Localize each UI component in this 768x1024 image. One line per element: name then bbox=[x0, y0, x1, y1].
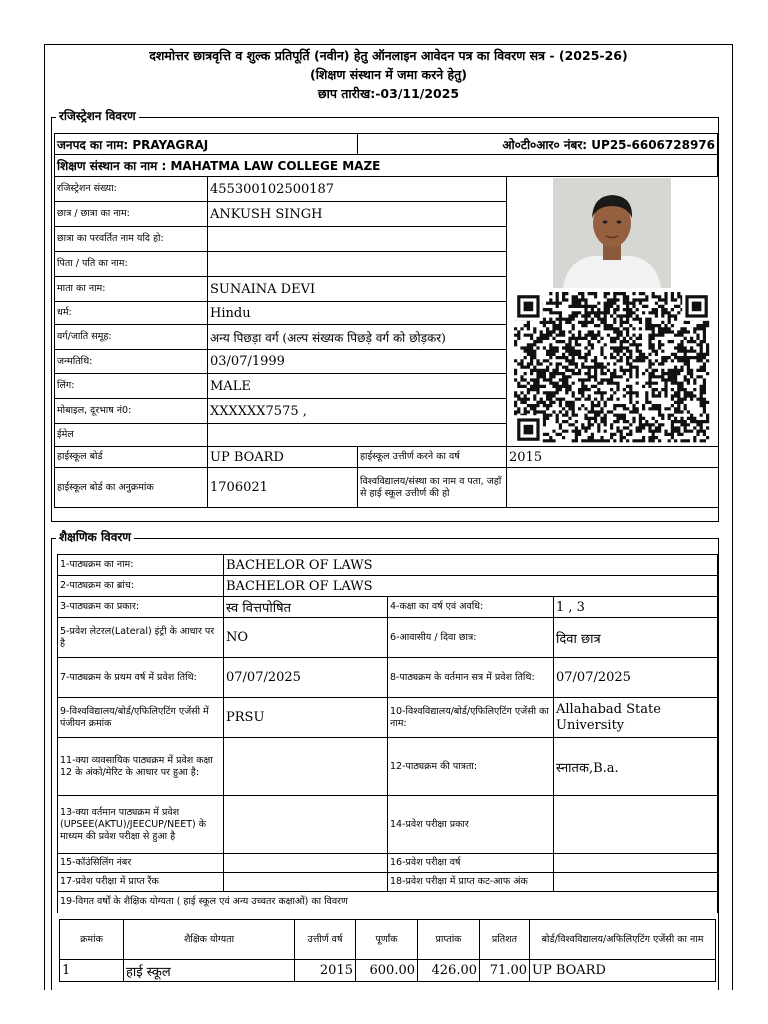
reg-label: ईमेल bbox=[55, 424, 208, 447]
reg-value bbox=[208, 424, 507, 447]
past-cell: 426.00 bbox=[418, 960, 480, 982]
reg-label: माता का नाम: bbox=[55, 277, 208, 302]
reg-value: ANKUSH SINGH bbox=[208, 202, 507, 227]
edu-value bbox=[224, 854, 388, 873]
edu-label: 6-आवासीय / दिवा छात्र: bbox=[388, 618, 554, 658]
edu-label: 3-पाठ्यक्रम का प्रकार: bbox=[58, 597, 224, 618]
reg-value: MALE bbox=[208, 374, 507, 399]
edu-value: दिवा छात्र bbox=[554, 618, 718, 658]
edu-label: 14-प्रवेश परीक्षा प्रकार bbox=[388, 796, 554, 854]
hs-univ-label: विश्वविद्यालय/संस्था का नाम व पता, जहाँ से हाई स्कूल उत्तीर्ण की हो bbox=[358, 468, 507, 508]
edu-label: 7-पाठ्यक्रम के प्रथम वर्ष में प्रवेश तिथि: bbox=[58, 658, 224, 698]
reg-label: धर्म: bbox=[55, 302, 208, 325]
edu-value bbox=[224, 796, 388, 854]
reg-label: रजिस्ट्रेशन संख्या: bbox=[55, 177, 208, 202]
past-cell: 600.00 bbox=[356, 960, 418, 982]
course-name-label: 1-पाठ्यक्रम का नाम: bbox=[58, 555, 224, 576]
qr-finder-top-left bbox=[514, 292, 543, 321]
reg-value: Hindu bbox=[208, 302, 507, 325]
edu-label: 8-पाठ्यक्रम के वर्तमान सत्र में प्रवेश तिथि: bbox=[388, 658, 554, 698]
course-name-value: BACHELOR OF LAWS bbox=[224, 555, 718, 576]
past-header: प्राप्तांक bbox=[418, 920, 480, 960]
edu-value bbox=[224, 873, 388, 892]
education-legend: शैक्षणिक विवरण bbox=[56, 528, 134, 545]
education-table bbox=[57, 554, 718, 913]
edu-label: 11-क्या व्यवसायिक पाठ्यक्रम में प्रवेश कक्षा 12 के अंको/मेरिट के आधार पर हुआ है: bbox=[58, 738, 224, 796]
course-branch-value: BACHELOR OF LAWS bbox=[224, 576, 718, 597]
edu-value: NO bbox=[224, 618, 388, 658]
edu-label: 12-पाठ्यक्रम की पात्रता: bbox=[388, 738, 554, 796]
reg-label: छात्रा का परवर्तित नाम यदि हो: bbox=[55, 227, 208, 252]
past-cell: 1 bbox=[60, 960, 124, 982]
past-education-table bbox=[59, 919, 716, 982]
edu-label: 9-विश्वविद्यालय/बोर्ड/एफिलिएटिंग एजेंसी में पंजीयन क्रमांक bbox=[58, 698, 224, 738]
course-branch-label: 2-पाठ्यक्रम का ब्रांच: bbox=[58, 576, 224, 597]
reg-value bbox=[208, 252, 507, 277]
edu-value: PRSU bbox=[224, 698, 388, 738]
past-header: क्रमांक bbox=[60, 920, 124, 960]
past-header: पूर्णांक bbox=[356, 920, 418, 960]
edu-value: स्व वित्तपोषित bbox=[224, 597, 388, 618]
past-header: प्रतिशत bbox=[480, 920, 530, 960]
otr-number: ओ०टी०आर० नंबर: UP25-6606728976 bbox=[358, 134, 718, 155]
hs-board-value: UP BOARD bbox=[208, 447, 358, 468]
edu-label: 13-क्या वर्तमान पाठ्यक्रम में प्रवेश (UPSEE(AKTU)/JEECUP/NEET) के माध्यम की प्रवेश परीक्षा से हुआ है bbox=[58, 796, 224, 854]
edu-label: 16-प्रवेश परीक्षा वर्ष bbox=[388, 854, 554, 873]
edu-value: Allahabad State University bbox=[554, 698, 718, 738]
hs-year-label: हाईस्कूल उत्तीर्ण करने का वर्ष bbox=[358, 447, 507, 468]
edu-label: 4-कक्षा का वर्ष एवं अवधि: bbox=[388, 597, 554, 618]
district-name: जनपद का नाम: PRAYAGRAJ bbox=[55, 134, 358, 155]
qr-finder-bottom-left bbox=[514, 415, 543, 444]
student-photo bbox=[553, 178, 671, 288]
table-row bbox=[60, 960, 716, 982]
past-cell: हाई स्कूल bbox=[124, 960, 295, 982]
student-photo-image bbox=[553, 178, 671, 288]
past-cell: 2015 bbox=[295, 960, 356, 982]
past-header: उत्तीर्ण वर्ष bbox=[295, 920, 356, 960]
past-education-label: 19-विगत वर्षों के शैक्षिक योग्यता ( हाई स्कूल एवं अन्य उच्चतर कक्षाओं) का विवरण bbox=[58, 892, 718, 913]
reg-value: अन्य पिछड़ा वर्ग (अल्प संख्यक पिछड़े वर्ग को छोड़कर) bbox=[208, 325, 507, 350]
reg-value bbox=[208, 227, 507, 252]
document-header bbox=[44, 44, 733, 103]
institution-name: शिक्षण संस्थान का नाम : MAHATMA LAW COLLEGE MAZE bbox=[55, 155, 718, 177]
print-date: छाप तारीख:-03/11/2025 bbox=[317, 86, 460, 101]
reg-label: पिता / पति का नाम: bbox=[55, 252, 208, 277]
edu-label: 18-प्रवेश परीक्षा में प्राप्त कट-आफ अंक bbox=[388, 873, 554, 892]
hs-roll-value: 1706021 bbox=[208, 468, 358, 508]
edu-label: 5-प्रवेश लेटरल(Lateral) इंट्री के आधार पर है bbox=[58, 618, 224, 658]
reg-label: मोबाइल, दूरभाष नं0: bbox=[55, 399, 208, 424]
past-header: शैक्षिक योग्यता bbox=[124, 920, 295, 960]
registration-top-table bbox=[54, 133, 718, 177]
reg-label: लिंग: bbox=[55, 374, 208, 399]
reg-value: XXXXXX7575 , bbox=[208, 399, 507, 424]
edu-value: स्नातक,B.a. bbox=[554, 738, 718, 796]
reg-value: SUNAINA DEVI bbox=[208, 277, 507, 302]
edu-value bbox=[224, 738, 388, 796]
qr-code-graphic bbox=[514, 292, 711, 444]
edu-value: 07/07/2025 bbox=[224, 658, 388, 698]
header-title: दशमोत्तर छात्रवृत्ति व शुल्क प्रतिपूर्ति (नवीन) हेतु ऑनलाइन आवेदन पत्र का विवरण सत्र - (2025-26) bbox=[149, 48, 628, 63]
hs-roll-label: हाईस्कूल बोर्ड का अनुक्रमांक bbox=[55, 468, 208, 508]
past-cell: 71.00 bbox=[480, 960, 530, 982]
past-cell: UP BOARD bbox=[530, 960, 716, 982]
reg-label: जन्मतिथि: bbox=[55, 350, 208, 374]
registration-legend: रजिस्ट्रेशन विवरण bbox=[56, 107, 139, 124]
reg-label: वर्ग/जाति समूह: bbox=[55, 325, 208, 350]
edu-label: 17-प्रवेश परीक्षा में प्राप्त रैंक bbox=[58, 873, 224, 892]
header-subtitle: (शिक्षण संस्थान में जमा करने हेतु) bbox=[309, 67, 468, 82]
qr-code bbox=[514, 292, 711, 444]
hs-univ-value bbox=[507, 468, 719, 508]
reg-value: 455300102500187 bbox=[208, 177, 507, 202]
edu-value bbox=[554, 796, 718, 854]
reg-value: 03/07/1999 bbox=[208, 350, 507, 374]
reg-label: छात्र / छात्रा का नाम: bbox=[55, 202, 208, 227]
hs-year-value: 2015 bbox=[507, 447, 719, 468]
edu-value: 1 , 3 bbox=[554, 597, 718, 618]
edu-value bbox=[554, 873, 718, 892]
qr-finder-top-right bbox=[682, 292, 711, 321]
edu-value: 07/07/2025 bbox=[554, 658, 718, 698]
edu-label: 15-कॉउंसिलिंग नंबर bbox=[58, 854, 224, 873]
past-header: बोर्ड/विश्वविद्यालय/अफिलिएटिंग एजेंसी का नाम bbox=[530, 920, 716, 960]
edu-label: 10-विश्वविद्यालय/बोर्ड/एफिलिएटिंग एजेंसी का नाम: bbox=[388, 698, 554, 738]
hs-board-label: हाईस्कूल बोर्ड bbox=[55, 447, 208, 468]
edu-value bbox=[554, 854, 718, 873]
